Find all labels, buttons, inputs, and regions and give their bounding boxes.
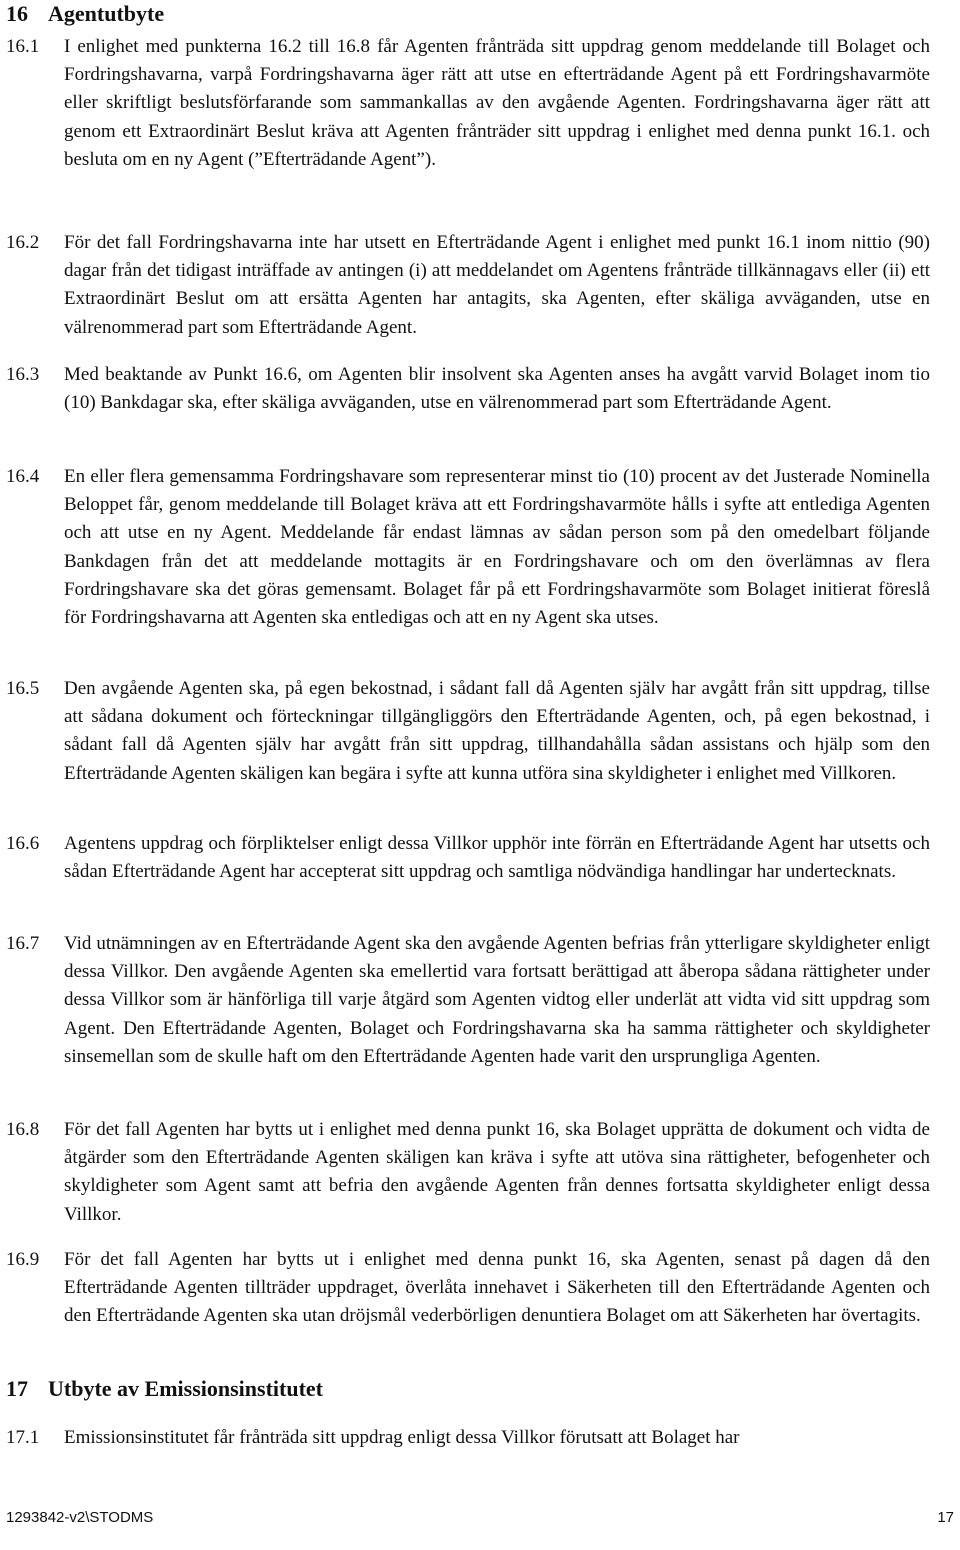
paragraph-16-4 (6, 463, 930, 632)
paragraph-text: En eller flera gemensamma Fordringshavare som representerar minst tio (10) procent av det Justerade Nominella Beloppet får, genom meddelande till Bolaget kräva att ett Fordringshavarmöte hålls i syfte att entlediga Agenten och att utse en ny Agent. Meddelande får endast lämnas av sådan person som på den omedelbart följande Bankdagen från det att meddelande mottagits är en Fordringshavare och om den överlämnas av flera Fordringshavare ska det göras gemensamt. Bolaget får på ett Fordringshavarmöte som Bolaget initierat föreslå för Fordringshavarna att Agenten ska entledigas och att en ny Agent ska utses. (64, 466, 930, 629)
paragraph-text: För det fall Agenten har bytts ut i enlighet med denna punkt 16, ska Agenten, senast på dagen då den Efterträdande Agenten tillträder uppdraget, överlåta innehavet i Säkerheten till den Efterträdande Agenten och den Efterträdande Agenten ska utan dröjsmål vederbörligen denuntiera Bolaget om att Säkerheten har övertagits. (64, 1249, 930, 1327)
paragraph-16-5 (6, 675, 930, 788)
paragraph-number: 16.7 (6, 933, 40, 954)
paragraph-number: 16.6 (6, 833, 40, 854)
section-heading-17 (6, 1375, 323, 1403)
paragraph-text: Emissionsinstitutet får frånträda sitt uppdrag enligt dessa Villkor förutsatt att Bolaget har (64, 1427, 740, 1448)
section-number: 16 (6, 1, 28, 26)
document-id: 1293842-v2\STODMS (6, 1509, 154, 1526)
paragraph-number: 16.4 (6, 466, 40, 487)
paragraph-number: 16.9 (6, 1249, 40, 1270)
section-title: Utbyte av Emissionsinstitutet (48, 1376, 324, 1401)
paragraph-16-2 (6, 229, 930, 342)
paragraph-16-7 (6, 930, 930, 1071)
paragraph-17-1 (6, 1424, 930, 1452)
paragraph-number: 16.2 (6, 232, 40, 253)
paragraph-16-1 (6, 33, 930, 174)
paragraph-text: I enlighet med punkterna 16.2 till 16.8 får Agenten frånträda sitt uppdrag genom meddelande till Bolaget och Fordringshavarna, varpå Fordringshavarna äger rätt att utse en efterträdande Agent på ett Fordringshavarmöte eller skriftligt beslutsförfarande som sammankallas av den avgående Agenten. Fordringshavarna äger rätt att genom ett Extraordinärt Beslut kräva att Agenten frånträder sitt uppdrag i enlighet med denna punkt 16.1. och besluta om en ny Agent (”Efterträdande Agent”). (64, 36, 930, 170)
paragraph-number: 16.3 (6, 364, 40, 385)
paragraph-16-3 (6, 361, 930, 417)
paragraph-number: 16.1 (6, 36, 40, 57)
section-title: Agentutbyte (48, 1, 165, 26)
paragraph-16-6 (6, 830, 930, 886)
paragraph-number: 16.5 (6, 678, 40, 699)
paragraph-text: För det fall Fordringshavarna inte har utsett en Efterträdande Agent i enlighet med punkt 16.1 inom nittio (90) dagar från det tidigast inträffade av antingen (i) att meddelandet om Agentens frånträde tillkännagavs eller (ii) ett Extraordinärt Beslut om att ersätta Agenten har antagits, ska Agenten, efter skäliga avväganden, utse en välrenommerad part som Efterträdande Agent. (64, 232, 930, 338)
paragraph-text: Med beaktande av Punkt 16.6, om Agenten blir insolvent ska Agenten anses ha avgått varvid Bolaget inom tio (10) Bankdagar ska, efter skäliga avväganden, utse en välrenommerad part som Efterträdande Agent. (64, 364, 930, 414)
section-number: 17 (6, 1376, 28, 1401)
paragraph-16-8 (6, 1116, 930, 1229)
paragraph-text: Den avgående Agenten ska, på egen bekostnad, i sådant fall då Agenten själv har avgått från sitt uppdrag, tillse att sådana dokument och förteckningar tillgängliggörs den Efterträdande Agenten, och, på egen bekostnad, i sådant fall då Agenten själv har avgått från sitt uppdrag, tillhandahålla sådan assistans och hjälp som den Efterträdande Agenten skäligen kan begära i syfte att kunna utföra sina skyldigheter i enlighet med Villkoren. (64, 678, 930, 784)
paragraph-number: 17.1 (6, 1427, 40, 1448)
page-number: 17 (937, 1509, 954, 1526)
section-heading-16 (6, 0, 164, 28)
paragraph-text: För det fall Agenten har bytts ut i enlighet med denna punkt 16, ska Bolaget upprätta de dokument och vidta de åtgärder som den Efterträdande Agenten skäligen kan kräva i syfte att utöva sina rättigheter, befogenheter och skyldigheter som Agent samt att befria den avgående Agenten från dennes fortsatta skyldigheter enligt dessa Villkor. (64, 1119, 930, 1225)
paragraph-text: Agentens uppdrag och förpliktelser enligt dessa Villkor upphör inte förrän en Efterträdande Agent har utsetts och sådan Efterträdande Agent har accepterat sitt uppdrag och samtliga nödvändiga handlingar har undertecknats. (64, 833, 930, 883)
paragraph-text: Vid utnämningen av en Efterträdande Agent ska den avgående Agenten befrias från ytterligare skyldigheter enligt dessa Villkor. Den avgående Agenten ska emellertid vara fortsatt berättigad att åberopa sådana rättigheter under dessa Villkor som är hänförliga till varje åtgärd som Agenten vidtog eller underlät att vidta vid sitt uppdrag som Agent. Den Efterträdande Agenten, Bolaget och Fordringshavarna ska ha samma rättigheter och skyldigheter sinsemellan som de skulle haft om den Efterträdande Agenten hade varit den ursprungliga Agenten. (64, 933, 930, 1067)
paragraph-16-9 (6, 1246, 930, 1331)
paragraph-number: 16.8 (6, 1119, 40, 1140)
